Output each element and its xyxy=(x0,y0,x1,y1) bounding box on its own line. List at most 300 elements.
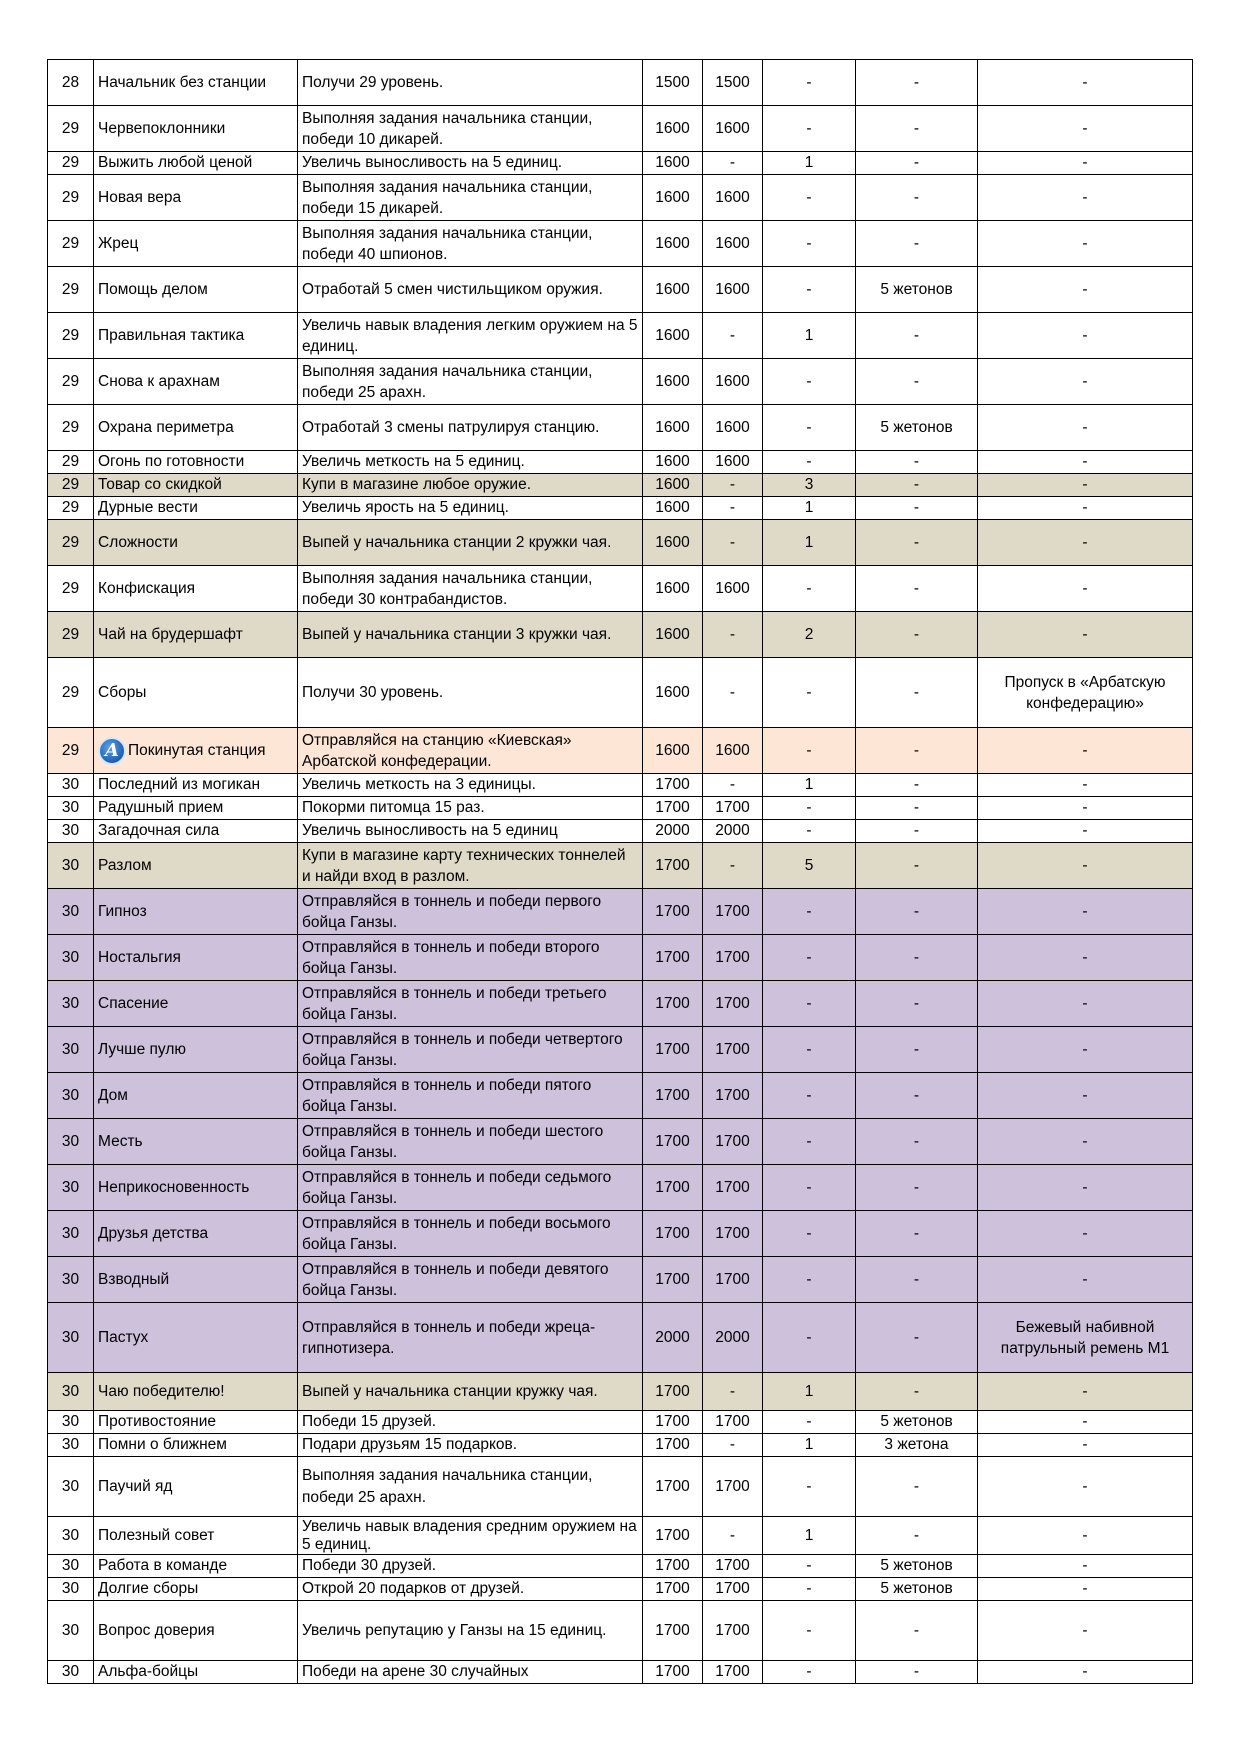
coins-reward-text: 1600 xyxy=(655,154,690,171)
tokens-reward-cell xyxy=(856,152,978,175)
quest-name-cell xyxy=(94,612,298,658)
coins-reward-text: 1700 xyxy=(655,1225,690,1242)
item-reward-text: - xyxy=(1082,235,1088,252)
item-reward-cell xyxy=(978,843,1193,889)
gold-reward-cell xyxy=(763,1257,856,1303)
tokens-reward-cell xyxy=(856,1578,978,1601)
coins-reward-cell xyxy=(643,797,703,820)
tokens-reward-cell xyxy=(856,313,978,359)
quest-name-text: Неприкосновенность xyxy=(98,1179,250,1196)
item-reward-cell xyxy=(978,935,1193,981)
task-cell xyxy=(298,1303,643,1373)
table-row xyxy=(48,359,1193,405)
level-text: 30 xyxy=(61,1329,80,1346)
item-reward-cell xyxy=(978,1434,1193,1457)
task-cell xyxy=(298,60,643,106)
coins-reward-cell xyxy=(643,221,703,267)
level-text: 30 xyxy=(61,1413,80,1430)
table-row xyxy=(48,1303,1193,1373)
task-cell xyxy=(298,612,643,658)
task-text: Подари друзьям 15 подарков. xyxy=(302,1436,518,1453)
coins-reward-cell xyxy=(643,612,703,658)
tokens-reward-text: 5 жетонов xyxy=(880,281,953,298)
table-row xyxy=(48,612,1193,658)
coins-reward-text: 1700 xyxy=(655,1271,690,1288)
task-cell xyxy=(298,1661,643,1684)
level-cell xyxy=(48,1601,94,1661)
gold-reward-text: 5 xyxy=(804,857,814,874)
task-text: Выпей у начальника станции 3 кружки чая. xyxy=(302,626,612,643)
task-text: Победи на арене 30 случайных xyxy=(302,1663,529,1680)
xp-reward-text: 1700 xyxy=(715,995,750,1012)
task-text: Отправляйся в тоннель и победи четвертого бойца Ганзы. xyxy=(302,1030,623,1069)
item-reward-text: - xyxy=(1082,1382,1088,1400)
tokens-reward-cell xyxy=(856,1165,978,1211)
quest-name-text: Друзья детства xyxy=(98,1225,209,1242)
level-cell xyxy=(48,728,94,774)
level-text: 29 xyxy=(61,453,80,470)
xp-reward-cell xyxy=(703,106,763,152)
item-reward-cell xyxy=(978,566,1193,612)
item-reward-text: - xyxy=(1082,499,1088,516)
level-text: 30 xyxy=(61,1580,80,1597)
xp-reward-cell xyxy=(703,843,763,889)
coins-reward-cell xyxy=(643,843,703,889)
quest-name-text: Товар со скидкой xyxy=(98,476,222,493)
tokens-reward-cell xyxy=(856,1555,978,1578)
tokens-reward-cell xyxy=(856,520,978,566)
quest-name-text: Охрана периметра xyxy=(98,419,234,436)
coins-reward-cell xyxy=(643,935,703,981)
task-text: Открой 20 подарков от друзей. xyxy=(302,1580,525,1597)
coins-reward-text: 1600 xyxy=(655,499,690,516)
task-text: Выполняя задания начальника станции, победи 30 контрабандистов. xyxy=(302,569,593,608)
quest-name-text: Сборы xyxy=(98,684,147,701)
quest-name-text: Месть xyxy=(98,1133,143,1150)
tokens-reward-text: - xyxy=(913,580,920,597)
level-text: 29 xyxy=(61,281,80,298)
level-cell xyxy=(48,1165,94,1211)
quest-name-cell xyxy=(94,359,298,405)
level-text: 29 xyxy=(61,626,80,643)
gold-reward-cell xyxy=(763,1457,856,1517)
gold-reward-text: - xyxy=(806,74,812,91)
quest-name-cell xyxy=(94,1578,298,1601)
xp-reward-text: 1700 xyxy=(715,1041,750,1058)
tokens-reward-cell xyxy=(856,1373,978,1411)
task-cell xyxy=(298,106,643,152)
tokens-reward-text: - xyxy=(913,74,920,91)
coins-reward-cell xyxy=(643,1303,703,1373)
coins-reward-cell xyxy=(643,359,703,405)
coins-reward-cell xyxy=(643,451,703,474)
item-reward-cell xyxy=(978,405,1193,451)
table-row xyxy=(48,405,1193,451)
coins-reward-text: 1700 xyxy=(655,1477,690,1495)
table-row xyxy=(48,843,1193,889)
gold-reward-text: - xyxy=(806,1087,812,1104)
gold-reward-text: - xyxy=(806,281,812,298)
level-cell xyxy=(48,1027,94,1073)
table-row xyxy=(48,1257,1193,1303)
gold-reward-text: - xyxy=(806,235,812,252)
xp-reward-text: 1600 xyxy=(715,189,750,206)
table-row xyxy=(48,981,1193,1027)
xp-reward-text: - xyxy=(729,327,736,344)
level-cell xyxy=(48,221,94,267)
gold-reward-cell xyxy=(763,1601,856,1661)
item-reward-cell xyxy=(978,1411,1193,1434)
xp-reward-cell xyxy=(703,474,763,497)
quest-name-cell xyxy=(94,1257,298,1303)
table-row xyxy=(48,1601,1193,1661)
coins-reward-cell xyxy=(643,981,703,1027)
tokens-reward-cell xyxy=(856,774,978,797)
coins-reward-text: 1600 xyxy=(655,580,690,597)
task-text: Отправляйся в тоннель и победи шестого бойца Ганзы. xyxy=(302,1122,604,1161)
quest-name-text: Выжить любой ценой xyxy=(98,154,253,171)
task-cell xyxy=(298,889,643,935)
gold-reward-cell xyxy=(763,1661,856,1684)
quest-name-text: Взводный xyxy=(98,1271,170,1288)
level-cell xyxy=(48,1517,94,1555)
task-cell xyxy=(298,566,643,612)
gold-reward-text: - xyxy=(806,1329,812,1346)
quest-table xyxy=(47,59,1193,1684)
gold-reward-cell xyxy=(763,889,856,935)
xp-reward-text: 1600 xyxy=(715,235,750,252)
coins-reward-text: 1600 xyxy=(655,373,690,390)
gold-reward-cell xyxy=(763,60,856,106)
gold-reward-text: - xyxy=(806,1621,812,1639)
gold-reward-cell xyxy=(763,566,856,612)
coins-reward-cell xyxy=(643,820,703,843)
task-text: Купи в магазине карту технических тоннелей и найди вход в разлом. xyxy=(302,846,626,885)
quest-name-text: Лучше пулю xyxy=(98,1041,187,1058)
quest-name-text: Огонь по готовности xyxy=(98,453,245,470)
xp-reward-text: 1700 xyxy=(715,949,750,966)
item-reward-text: - xyxy=(1082,626,1088,643)
tokens-reward-text: - xyxy=(913,857,920,874)
gold-reward-text: - xyxy=(806,189,812,206)
item-reward-cell xyxy=(978,797,1193,820)
level-cell xyxy=(48,820,94,843)
coins-reward-text: 1700 xyxy=(655,949,690,966)
coins-reward-text: 1600 xyxy=(655,626,690,643)
quest-name-cell xyxy=(94,106,298,152)
task-cell xyxy=(298,981,643,1027)
task-cell xyxy=(298,1257,643,1303)
item-reward-text: - xyxy=(1082,776,1088,793)
task-cell xyxy=(298,152,643,175)
task-cell xyxy=(298,820,643,843)
level-cell xyxy=(48,797,94,820)
level-text: 30 xyxy=(61,1477,80,1495)
coins-reward-text: 1600 xyxy=(655,235,690,252)
task-text: Увеличь выносливость на 5 единиц xyxy=(302,822,558,839)
quest-name-text: Чаю победителю! xyxy=(98,1382,225,1400)
quest-name-cell xyxy=(94,797,298,820)
level-cell xyxy=(48,520,94,566)
quest-name-cell xyxy=(94,313,298,359)
item-reward-text: - xyxy=(1082,1041,1088,1058)
level-text: 30 xyxy=(61,857,80,874)
level-text: 30 xyxy=(61,1663,80,1680)
item-reward-text: - xyxy=(1082,1413,1088,1430)
tokens-reward-text: - xyxy=(913,499,920,516)
coins-reward-text: 2000 xyxy=(655,822,690,839)
xp-reward-cell xyxy=(703,405,763,451)
coins-reward-cell xyxy=(643,1555,703,1578)
gold-reward-cell xyxy=(763,152,856,175)
tokens-reward-cell xyxy=(856,820,978,843)
xp-reward-text: 1700 xyxy=(715,1133,750,1150)
gold-reward-text: - xyxy=(806,995,812,1012)
tokens-reward-text: 5 жетонов xyxy=(880,1413,953,1430)
xp-reward-cell xyxy=(703,1517,763,1555)
xp-reward-text: - xyxy=(729,1436,736,1453)
xp-reward-text: 1500 xyxy=(715,74,750,91)
tokens-reward-text: 3 жетона xyxy=(884,1436,949,1453)
task-text: Отправляйся в тоннель и победи первого бойца Ганзы. xyxy=(302,892,602,931)
gold-reward-text: - xyxy=(806,419,812,436)
tokens-reward-cell xyxy=(856,1434,978,1457)
quest-name-text: Полезный совет xyxy=(98,1526,215,1544)
item-reward-cell xyxy=(978,1555,1193,1578)
quest-name-text: Снова к арахнам xyxy=(98,373,220,390)
tokens-reward-cell xyxy=(856,981,978,1027)
item-reward-text: - xyxy=(1082,1557,1088,1574)
item-reward-text: - xyxy=(1082,453,1088,470)
level-text: 29 xyxy=(61,235,80,252)
task-text: Отправляйся в тоннель и победи жреца-гипнотизера. xyxy=(302,1318,596,1357)
item-reward-cell xyxy=(978,359,1193,405)
quest-name-cell xyxy=(94,1027,298,1073)
item-reward-cell xyxy=(978,451,1193,474)
item-reward-text: - xyxy=(1082,419,1088,436)
gold-reward-text: - xyxy=(806,1413,812,1430)
item-reward-cell xyxy=(978,106,1193,152)
gold-reward-text: 1 xyxy=(804,534,814,551)
task-text: Увеличь меткость на 5 единиц. xyxy=(302,453,525,470)
gold-reward-text: 1 xyxy=(804,776,814,793)
task-cell xyxy=(298,728,643,774)
gold-reward-text: 1 xyxy=(804,1436,814,1453)
xp-reward-text: - xyxy=(729,626,736,643)
tokens-reward-cell xyxy=(856,1027,978,1073)
gold-reward-cell xyxy=(763,106,856,152)
tokens-reward-text: - xyxy=(913,626,920,643)
quest-name-text: Правильная тактика xyxy=(98,327,245,344)
table-row xyxy=(48,1073,1193,1119)
tokens-reward-text: - xyxy=(913,1225,920,1242)
tokens-reward-cell xyxy=(856,612,978,658)
tokens-reward-cell xyxy=(856,843,978,889)
gold-reward-cell xyxy=(763,1578,856,1601)
task-cell xyxy=(298,1165,643,1211)
gold-reward-text: - xyxy=(806,1477,812,1495)
item-reward-cell xyxy=(978,774,1193,797)
table-row xyxy=(48,175,1193,221)
quest-name-text: Противостояние xyxy=(98,1413,217,1430)
table-row xyxy=(48,566,1193,612)
task-text: Покорми питомца 15 раз. xyxy=(302,799,485,816)
xp-reward-text: 1600 xyxy=(715,373,750,390)
tokens-reward-cell xyxy=(856,451,978,474)
table-row xyxy=(48,820,1193,843)
level-cell xyxy=(48,1661,94,1684)
quest-name-cell xyxy=(94,728,298,774)
item-reward-cell xyxy=(978,728,1193,774)
quest-name-cell xyxy=(94,1373,298,1411)
tokens-reward-text: - xyxy=(913,949,920,966)
task-text: Отправляйся в тоннель и победи девятого бойца Ганзы. xyxy=(302,1260,609,1299)
task-cell xyxy=(298,1373,643,1411)
level-text: 30 xyxy=(61,1382,80,1400)
xp-reward-cell xyxy=(703,1457,763,1517)
quest-name-text: Последний из могикан xyxy=(98,776,261,793)
gold-reward-cell xyxy=(763,1411,856,1434)
level-text: 28 xyxy=(61,74,80,91)
quest-name-cell xyxy=(94,152,298,175)
tokens-reward-cell xyxy=(856,1661,978,1684)
item-reward-cell xyxy=(978,1457,1193,1517)
item-reward-text: - xyxy=(1082,580,1088,597)
xp-reward-cell xyxy=(703,1555,763,1578)
quest-name-cell xyxy=(94,889,298,935)
item-reward-text: - xyxy=(1082,949,1088,966)
xp-reward-cell xyxy=(703,1661,763,1684)
coins-reward-cell xyxy=(643,1165,703,1211)
tokens-reward-cell xyxy=(856,497,978,520)
tokens-reward-cell xyxy=(856,889,978,935)
xp-reward-text: 1700 xyxy=(715,903,750,920)
item-reward-text: - xyxy=(1082,1271,1088,1288)
item-reward-cell xyxy=(978,1303,1193,1373)
coins-reward-cell xyxy=(643,774,703,797)
level-cell xyxy=(48,497,94,520)
quest-name-text: Конфискация xyxy=(98,580,196,597)
coins-reward-text: 1700 xyxy=(655,1179,690,1196)
tokens-reward-text: - xyxy=(913,903,920,920)
gold-reward-text: 1 xyxy=(804,1382,814,1400)
task-cell xyxy=(298,1073,643,1119)
xp-reward-text: 1700 xyxy=(715,1557,750,1574)
gold-reward-cell xyxy=(763,1027,856,1073)
table-row xyxy=(48,1027,1193,1073)
xp-reward-cell xyxy=(703,612,763,658)
gold-reward-cell xyxy=(763,935,856,981)
level-text: 29 xyxy=(61,327,80,344)
table-row xyxy=(48,797,1193,820)
gold-reward-cell xyxy=(763,1165,856,1211)
quest-name-text: Чай на брудершафт xyxy=(98,626,243,643)
gold-reward-text: 1 xyxy=(804,1526,814,1544)
coins-reward-text: 1500 xyxy=(655,74,690,91)
level-cell xyxy=(48,1434,94,1457)
quest-name-text: Помни о ближнем xyxy=(98,1436,227,1453)
quest-name-text: Работа в команде xyxy=(98,1557,228,1574)
table-row xyxy=(48,1517,1193,1555)
xp-reward-text: 1700 xyxy=(715,1663,750,1680)
xp-reward-cell xyxy=(703,221,763,267)
xp-reward-cell xyxy=(703,1257,763,1303)
quest-name-cell xyxy=(94,1303,298,1373)
item-reward-text: - xyxy=(1082,1087,1088,1104)
quest-name-text: Покинутая станция xyxy=(128,741,266,759)
gold-reward-text: - xyxy=(806,684,812,701)
gold-reward-cell xyxy=(763,1434,856,1457)
coins-reward-text: 1600 xyxy=(655,453,690,470)
quest-name-cell xyxy=(94,1211,298,1257)
quest-name-text: Разлом xyxy=(98,857,152,874)
quest-name-cell xyxy=(94,267,298,313)
xp-reward-cell xyxy=(703,267,763,313)
xp-reward-text: 2000 xyxy=(715,822,750,839)
table-row xyxy=(48,1211,1193,1257)
coins-reward-cell xyxy=(643,1578,703,1601)
xp-reward-cell xyxy=(703,1411,763,1434)
level-text: 30 xyxy=(61,1271,80,1288)
quest-name-cell xyxy=(94,820,298,843)
table-row xyxy=(48,451,1193,474)
task-cell xyxy=(298,267,643,313)
coins-reward-text: 1700 xyxy=(655,1557,690,1574)
item-reward-text: - xyxy=(1082,742,1088,759)
item-reward-cell xyxy=(978,520,1193,566)
level-cell xyxy=(48,152,94,175)
item-reward-text: - xyxy=(1082,189,1088,206)
coins-reward-cell xyxy=(643,313,703,359)
xp-reward-cell xyxy=(703,1211,763,1257)
coins-reward-text: 1600 xyxy=(655,419,690,436)
xp-reward-text: 1600 xyxy=(715,580,750,597)
tokens-reward-text: - xyxy=(913,534,920,551)
table-row xyxy=(48,1661,1193,1684)
xp-reward-text: 1600 xyxy=(715,281,750,298)
coins-reward-text: 1700 xyxy=(655,799,690,816)
gold-reward-cell xyxy=(763,313,856,359)
table-row xyxy=(48,520,1193,566)
coins-reward-cell xyxy=(643,1073,703,1119)
task-cell xyxy=(298,221,643,267)
level-cell xyxy=(48,1555,94,1578)
coins-reward-text: 1600 xyxy=(655,684,690,701)
tokens-reward-cell xyxy=(856,1411,978,1434)
xp-reward-cell xyxy=(703,520,763,566)
level-text: 30 xyxy=(61,1041,80,1058)
gold-reward-cell xyxy=(763,1073,856,1119)
gold-reward-cell xyxy=(763,359,856,405)
gold-reward-cell xyxy=(763,497,856,520)
quest-name-cell xyxy=(94,658,298,728)
xp-reward-cell xyxy=(703,797,763,820)
gold-reward-text: - xyxy=(806,1580,812,1597)
quest-name-cell xyxy=(94,405,298,451)
task-cell xyxy=(298,774,643,797)
task-text: Отправляйся на станцию «Киевская» Арбатской конфедерации. xyxy=(302,731,572,770)
task-cell xyxy=(298,1434,643,1457)
quest-name-cell xyxy=(94,1517,298,1555)
tokens-reward-text: - xyxy=(913,1087,920,1104)
level-text: 30 xyxy=(61,776,80,793)
xp-reward-text: 1700 xyxy=(715,1179,750,1196)
quest-name-cell xyxy=(94,497,298,520)
tokens-reward-cell xyxy=(856,60,978,106)
tokens-reward-cell xyxy=(856,359,978,405)
item-reward-cell xyxy=(978,820,1193,843)
coins-reward-cell xyxy=(643,1457,703,1517)
